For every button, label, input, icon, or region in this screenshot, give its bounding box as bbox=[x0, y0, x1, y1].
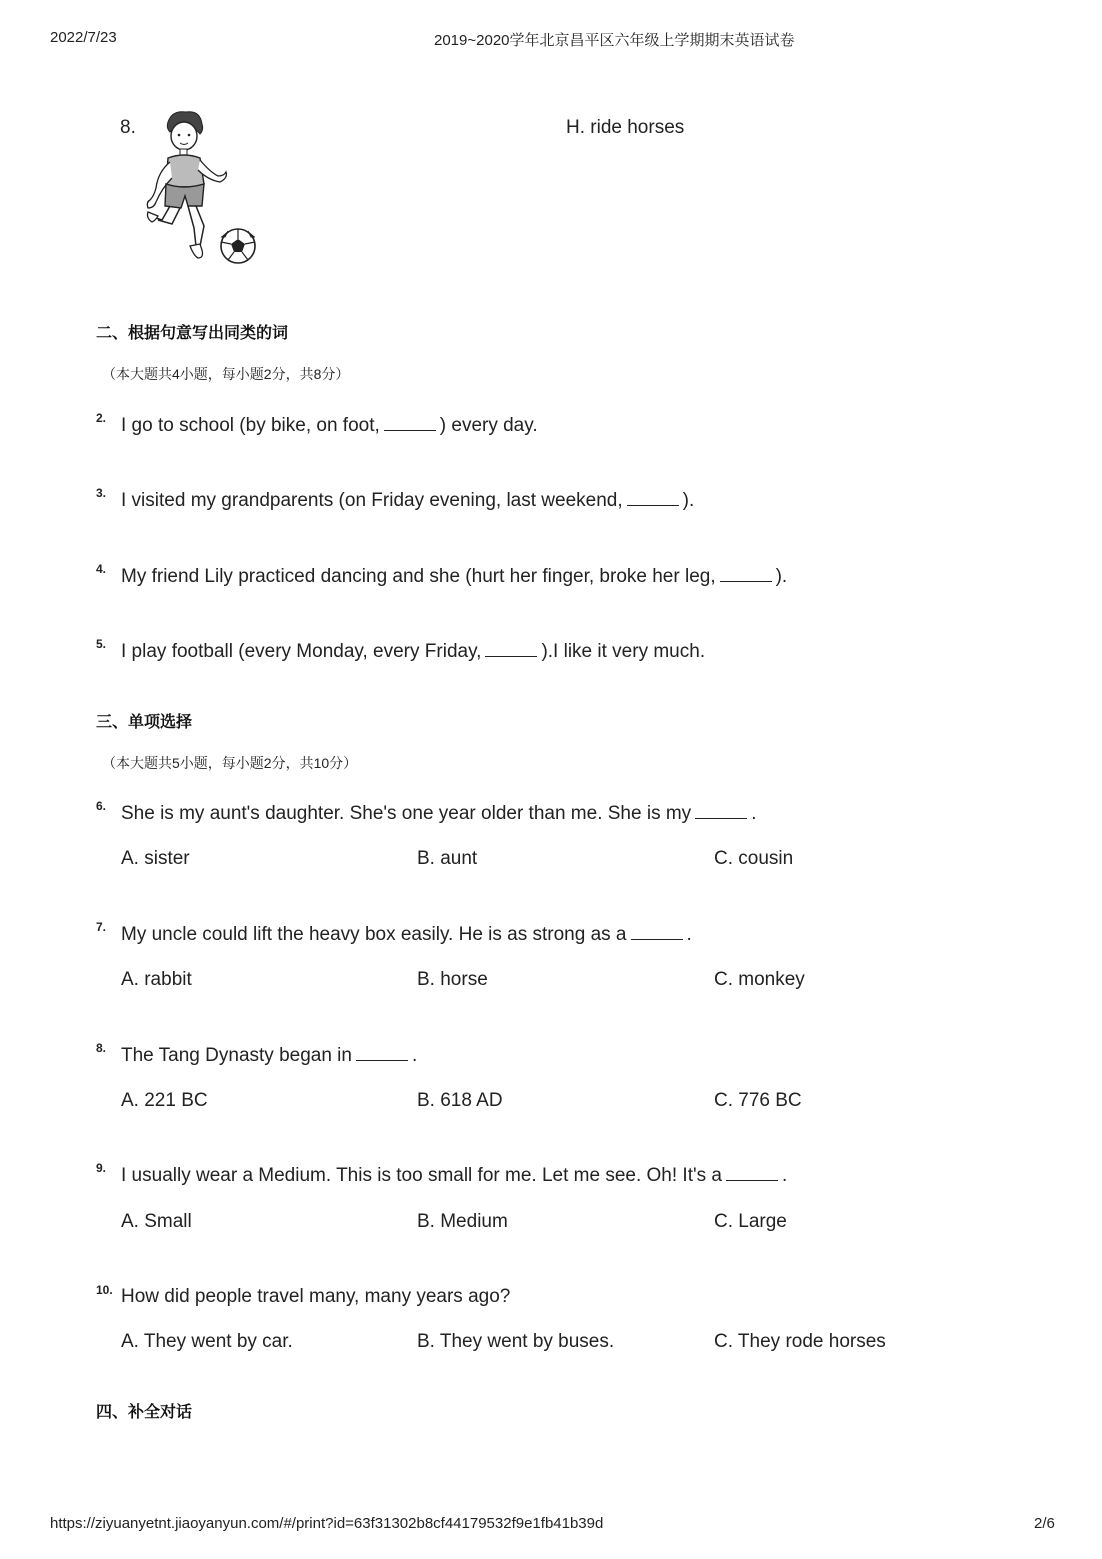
answer-blank[interactable] bbox=[384, 429, 436, 431]
question-text bbox=[121, 924, 692, 946]
option-b[interactable]: B. Medium bbox=[417, 1211, 508, 1232]
question-text bbox=[121, 490, 694, 512]
answer-blank[interactable] bbox=[627, 504, 679, 506]
option-b[interactable]: B. aunt bbox=[417, 848, 478, 869]
option-c[interactable]: C. Large bbox=[714, 1211, 787, 1232]
option-a[interactable]: A. They went by car. bbox=[121, 1331, 293, 1352]
section3-title: 三、单项选择 bbox=[96, 714, 193, 731]
question-text bbox=[121, 1045, 417, 1067]
option-c[interactable]: C. monkey bbox=[714, 969, 805, 990]
page-number: 2/6 bbox=[1034, 1515, 1055, 1532]
question-number: 7. bbox=[96, 920, 107, 934]
answer-blank[interactable] bbox=[631, 938, 683, 940]
question-number: 4. bbox=[96, 562, 107, 576]
question-text-before: I visited my grandparents (on Friday evening, last weekend, bbox=[121, 490, 623, 511]
print-date: 2022/7/23 bbox=[50, 29, 117, 46]
answer-blank[interactable] bbox=[485, 655, 537, 657]
question-text-before: My friend Lily practiced dancing and she (hurt her finger, broke her leg, bbox=[121, 566, 716, 587]
question-text bbox=[121, 803, 756, 825]
question-text-after: . bbox=[781, 1165, 788, 1186]
option-a[interactable]: A. sister bbox=[121, 848, 190, 869]
option-b[interactable]: B. horse bbox=[417, 969, 488, 990]
question-text bbox=[121, 415, 538, 437]
option-c[interactable]: C. cousin bbox=[714, 848, 794, 869]
answer-blank[interactable] bbox=[720, 580, 772, 582]
boy-kicking-football-icon bbox=[140, 108, 270, 268]
question-text bbox=[121, 641, 705, 663]
option-b[interactable]: B. 618 AD bbox=[417, 1090, 503, 1111]
question-number: 6. bbox=[96, 799, 107, 813]
question-text-before: I go to school (by bike, on foot, bbox=[121, 415, 380, 436]
question-number: 3. bbox=[96, 486, 107, 500]
question-number: 2. bbox=[96, 411, 107, 425]
option-a[interactable]: A. Small bbox=[121, 1211, 192, 1232]
section2-note: （本大题共4小题，每小题2分，共8分） bbox=[102, 366, 350, 382]
question-text bbox=[121, 1165, 787, 1187]
document-title: 2019~2020学年北京昌平区六年级上学期期末英语试卷 bbox=[434, 32, 795, 49]
question-text-after: . bbox=[411, 1045, 418, 1066]
question-text-before: She is my aunt's daughter. She's one year older than me. She is my bbox=[121, 803, 692, 824]
question-text-after: ) every day. bbox=[439, 415, 538, 436]
question-number: 10. bbox=[96, 1283, 113, 1297]
question-text-after: . bbox=[686, 924, 692, 945]
section3-note: （本大题共5小题，每小题2分，共10分） bbox=[102, 755, 358, 771]
question-text-after: ). bbox=[682, 490, 695, 511]
option-c[interactable]: C. 776 BC bbox=[714, 1090, 802, 1111]
question-text-after: . bbox=[751, 803, 757, 824]
option-a[interactable]: A. 221 BC bbox=[121, 1090, 208, 1111]
option-a[interactable]: A. rabbit bbox=[121, 969, 192, 990]
picture-item-number: 8. bbox=[120, 117, 136, 138]
answer-blank[interactable] bbox=[695, 817, 747, 819]
picture-item-answer: H. ride horses bbox=[566, 117, 685, 138]
footer-url[interactable]: https://ziyuanyetnt.jiaoyanyun.com/#/print?id=63f31302b8cf44179532f9e1fb41b39d bbox=[50, 1515, 604, 1532]
question-text-before: I usually wear a Medium. This is too small for me. Let me see. Oh! It's a bbox=[121, 1165, 722, 1186]
question-text bbox=[121, 566, 787, 588]
answer-blank[interactable] bbox=[726, 1179, 778, 1181]
option-b[interactable]: B. They went by buses. bbox=[417, 1331, 615, 1352]
answer-blank[interactable] bbox=[356, 1059, 408, 1061]
question-text-before: I play football (every Monday, every Friday, bbox=[121, 641, 482, 662]
section2-title: 二、根据句意写出同类的词 bbox=[96, 325, 289, 342]
question-number: 8. bbox=[96, 1041, 107, 1055]
section4-title: 四、补全对话 bbox=[96, 1404, 193, 1421]
question-text-after: ). bbox=[775, 566, 788, 587]
question-text: How did people travel many, many years ago? bbox=[121, 1286, 511, 1307]
question-text-after: ).I like it very much. bbox=[541, 641, 706, 662]
question-number: 5. bbox=[96, 637, 107, 651]
question-text-before: The Tang Dynasty began in bbox=[121, 1045, 352, 1066]
option-c[interactable]: C. They rode horses bbox=[714, 1331, 886, 1352]
question-text-before: My uncle could lift the heavy box easily. He is as strong as a bbox=[121, 924, 627, 945]
question-number: 9. bbox=[96, 1161, 107, 1175]
